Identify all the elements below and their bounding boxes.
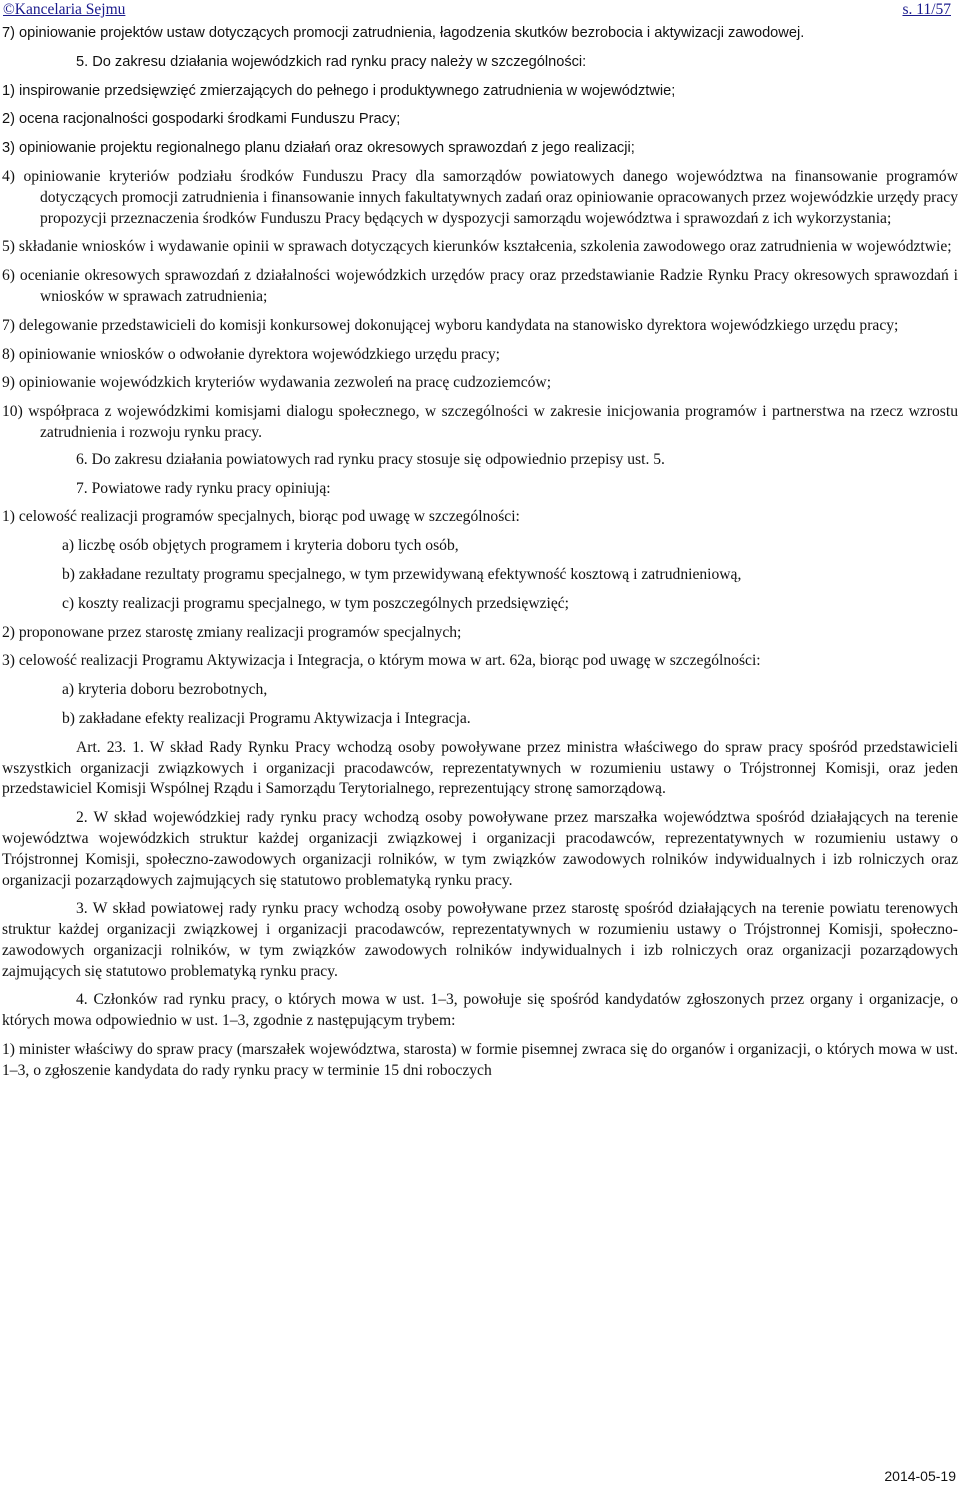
page-header	[3, 0, 957, 21]
sub-list-item: a) liczbę osób objętych programem i kryteria doboru tych osób,	[62, 537, 459, 555]
sub-list-item: c) koszty realizacji programu specjalnego, w tym poszczególnych przedsięwzięć;	[62, 594, 570, 612]
copyright-link[interactable]: ©Kancelaria Sejmu	[3, 1, 126, 18]
list-item: 7) delegowanie przedstawicieli do komisji konkursowej dokonującej wyboru kandydata na stanowisko dyrektora wojewódzkiego urzędu pracy;	[2, 316, 899, 334]
list-item: 2) ocena racjonalności gospodarki środkami Funduszu Pracy;	[2, 111, 401, 128]
list-item: 1) minister właściwy do spraw pracy (marszałek województwa, starosta) w formie pisemnej zwraca się do organów i organizacji, o których mowa w ust. 1–3, o zgłoszenie kandydata do rady rynku pracy w terminie 15 dni roboczych	[2, 1041, 958, 1079]
sub-list-item: b) zakładane efekty realizacji Programu Aktywizacja i Integracja.	[62, 709, 471, 727]
list-item: 10) współpraca z wojewódzkimi komisjami dialogu społecznego, w szczególności w zakresie inicjowania programów i partnerstwa na rzecz wzrostu zatrudnienia i rozwoju rynku pracy.	[2, 403, 958, 441]
section-paragraph: 3. W skład powiatowej rady rynku pracy wchodzą osoby powoływane przez starostę spośród działających na terenie powiatu terenowych struktur każdej organizacji związkowej i organizacji pracodawców, reprezentatywnych w rozumieniu ustawy o Trójstronnej Komisji, społeczno-zawodowych organizacji rolników, w tym związków zawodowych rolników indywidualnych i izb rolniczych oraz organizacji pozarządowych zajmujących się statutowo problematyką rynku pracy.	[2, 900, 958, 980]
section-paragraph: 4. Członków rad rynku pracy, o których mowa w ust. 1–3, powołuje się spośród kandydatów zgłoszonych przez organy i organizacje, o których mowa odpowiednio w ust. 1–3, zgodnie z następującym trybem:	[2, 991, 958, 1030]
page-number[interactable]: s. 11/57	[902, 1, 951, 18]
section-paragraph: 6. Do zakresu działania powiatowych rad rynku pracy stosuje się odpowiednio przepisy ust. 5.	[76, 450, 665, 468]
list-item: 3) opiniowanie projektu regionalnego planu działań oraz okresowych sprawozdań z jego realizacji;	[2, 140, 635, 157]
section-paragraph: 2. W skład wojewódzkiej rady rynku pracy wchodzą osoby powoływane przez marszałka województwa spośród działających na terenie województwa wojewódzkich struktur każdej organizacji związkowej i organizacji pracodawców, reprezentatywnych w rozumieniu ustawy o Trójstronnej Komisji, społeczno-zawodowych organizacji rolników, w tym związków zawodowych rolników indywidualnych i izb rolniczych oraz organizacji pozarządowych zajmujących się statutowo problematyką rynku pracy.	[2, 809, 958, 889]
document-body	[2, 23, 958, 1082]
sub-list-item: a) kryteria doboru bezrobotnych,	[62, 681, 268, 699]
list-item: 6) ocenianie okresowych sprawozdań z działalności wojewódzkich urzędów pracy oraz przedstawianie Radzie Rynku Pracy okresowych sprawozdań i wniosków w sprawach zatrudnienia;	[2, 267, 958, 305]
list-item: 1) celowość realizacji programów specjalnych, biorąc pod uwagę w szczególności:	[2, 508, 520, 526]
list-item: 1) inspirowanie przedsięwzięć zmierzających do pełnego i produktywnego zatrudnienia w województwie;	[2, 82, 676, 99]
list-item: 7) opiniowanie projektów ustaw dotyczących promocji zatrudnienia, łagodzenia skutków bezrobocia i aktywizacji zawodowej.	[2, 25, 805, 41]
list-item: 9) opiniowanie wojewódzkich kryteriów wydawania zezwoleń na pracę cudzoziemców;	[2, 374, 552, 392]
list-item: 8) opiniowanie wniosków o odwołanie dyrektora wojewódzkiego urzędu pracy;	[2, 345, 500, 363]
sub-list-item: b) zakładane rezultaty programu specjalnego, w tym przewidywaną efektywność kosztową i zatrudnieniową,	[62, 565, 742, 583]
list-item: 3) celowość realizacji Programu Aktywizacja i Integracja, o którym mowa w art. 62a, biorąc pod uwagę w szczególności:	[2, 652, 761, 670]
list-item: 5) składanie wniosków i wydawanie opinii w sprawach dotyczących kierunków kształcenia, szkolenia zawodowego oraz zatrudnienia w województwie;	[2, 238, 952, 256]
footer-date: 2014-05-19	[884, 1468, 956, 1484]
list-item: 4) opiniowanie kryteriów podziału środków Funduszu Pracy dla samorządów powiatowych danego województwa na finansowanie programów dotyczących promocji zatrudnienia i finansowanie innych fakultatywnych zadań oraz opiniowanie opracowanych przez wojewódzkie urzędy pracy propozycji przeznaczenia środków Funduszu Pracy będących w dyspozycji samorządu województwa i sprawozdań z ich wykorzystania;	[2, 167, 958, 227]
section-paragraph: 5. Do zakresu działania wojewódzkich rad rynku pracy należy w szczególności:	[76, 53, 587, 70]
article-paragraph: Art. 23. 1. W skład Rady Rynku Pracy wchodzą osoby powoływane przez ministra właściwego do spraw pracy spośród przedstawicieli wszystkich organizacji związkowych i organizacji pracodawców, reprezentatywnych w rozumieniu ustawy o Trójstronnej Komisji, oraz jeden przedstawiciel Komisji Wspólnej Rządu i Samorządu Terytorialnego, reprezentujący stronę samorządową.	[2, 738, 958, 798]
section-paragraph: 7. Powiatowe rady rynku pracy opiniują:	[76, 479, 331, 497]
list-item: 2) proponowane przez starostę zmiany realizacji programów specjalnych;	[2, 623, 462, 641]
